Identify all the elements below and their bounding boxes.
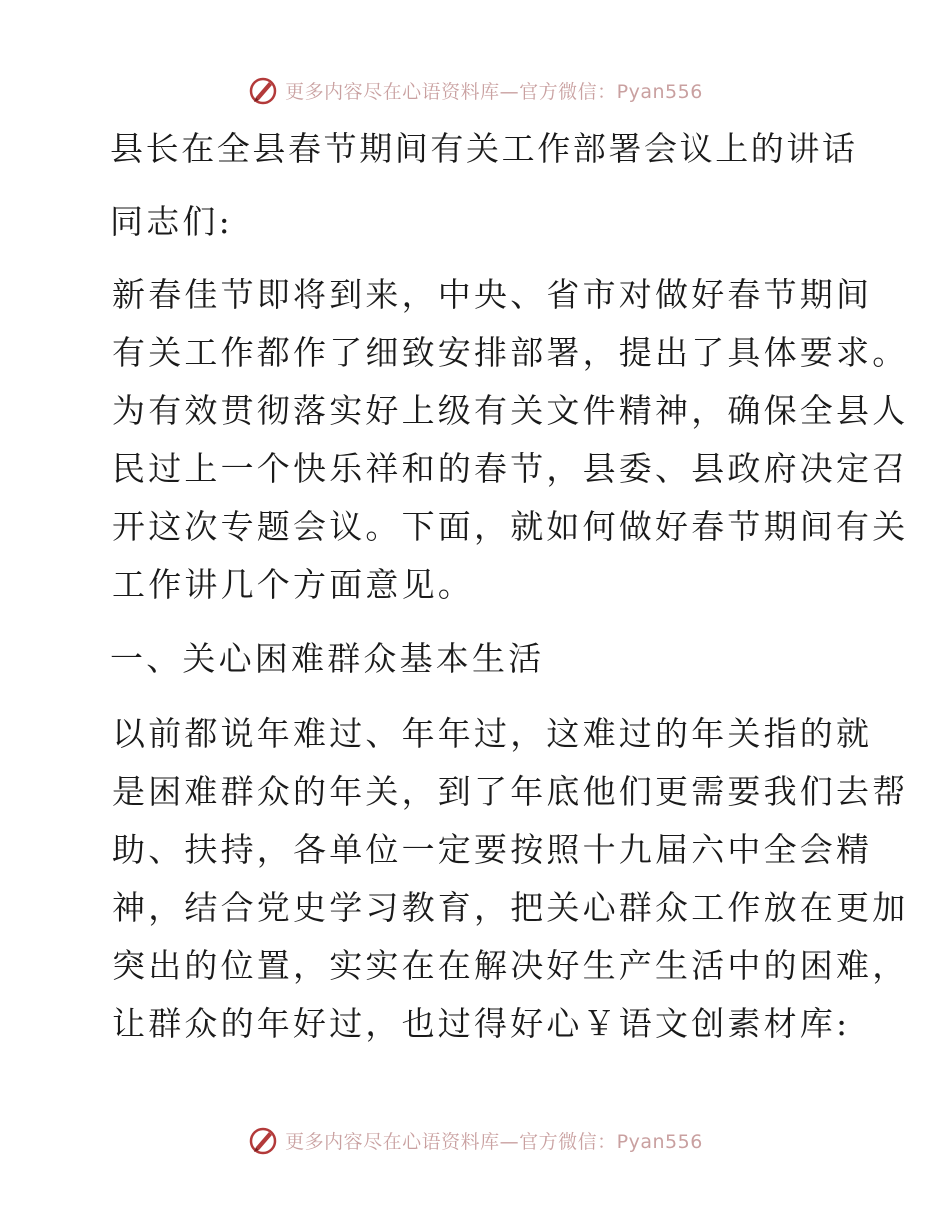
paragraph-1-line: 为有效贯彻落实好上级有关文件精神，确保全县人 <box>112 391 909 430</box>
header-banner-text: 更多内容尽在心语资料库—官方微信：Pyan556 <box>285 80 703 103</box>
paragraph-1 <box>98 266 909 614</box>
header-banner[interactable] <box>0 70 950 110</box>
document-title: 县长在全县春节期间有关工作部署会议上的讲话 <box>110 129 858 168</box>
pen-circle-logo-icon <box>247 1124 279 1156</box>
paragraph-1-line: 民过上一个快乐祥和的春节，县委、县政府决定召 <box>112 449 909 488</box>
paragraph-2-line: 助、扶持，各单位一定要按照十九届六中全会精 <box>112 830 873 869</box>
paragraph-1-line: 工作讲几个方面意见。 <box>112 565 474 604</box>
paragraph-2-line: 神，结合党史学习教育，把关心群众工作放在更加 <box>112 888 909 927</box>
footer-banner-text: 更多内容尽在心语资料库—官方微信：Pyan556 <box>285 1130 703 1153</box>
footer-banner[interactable] <box>0 1120 950 1160</box>
section-heading-1: 一、关心困难群众基本生活 <box>110 639 545 678</box>
paragraph-2-line: 让群众的年好过，也过得好心￥语文创素材库: <box>112 1004 851 1043</box>
paragraph-1-line: 开这次专题会议。下面，就如何做好春节期间有关 <box>112 507 909 546</box>
paragraph-2-line: 以前都说年难过、年年过，这难过的年关指的就 <box>112 714 873 753</box>
paragraph-2 <box>98 705 909 1053</box>
pen-circle-logo-icon <box>247 74 279 106</box>
paragraph-2-line: 突出的位置，实实在在解决好生产生活中的困难， <box>112 946 909 985</box>
greeting: 同志们: <box>110 202 233 241</box>
paragraph-2-line: 是困难群众的年关，到了年底他们更需要我们去帮 <box>112 772 909 811</box>
paragraph-1-line: 有关工作都作了细致安排部署，提出了具体要求。 <box>112 333 909 372</box>
paragraph-1-line: 新春佳节即将到来，中央、省市对做好春节期间 <box>112 275 873 314</box>
